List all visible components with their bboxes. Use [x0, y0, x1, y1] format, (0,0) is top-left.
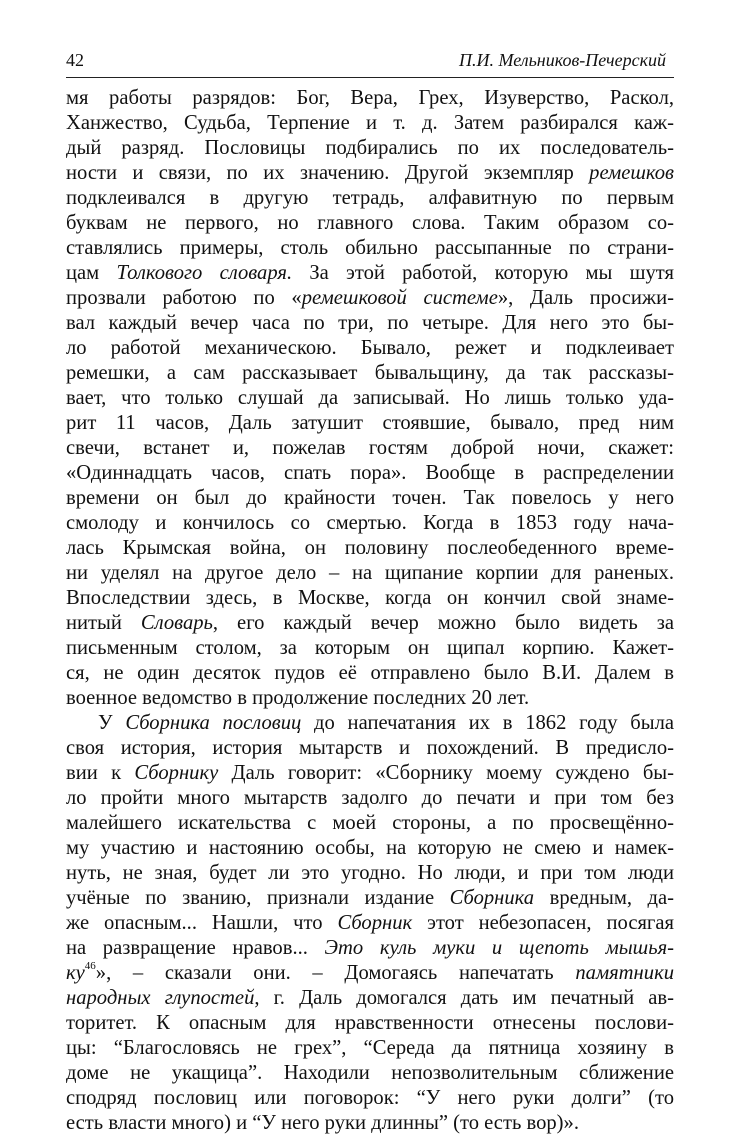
text-run: Даль говорит: «Сборнику моему суждено бы-: [218, 762, 674, 784]
body-text: [66, 86, 674, 1136]
text-run: свечи, встанет и, пожелав гостям доброй ночи, скажет:: [66, 437, 674, 459]
text-run: нитый: [66, 612, 141, 634]
text-line: [66, 711, 674, 736]
italic-run: ремешковой системе: [301, 287, 498, 309]
text-run: рит 11 часов, Даль затушит стоявшие, бывало, пред ним: [66, 412, 674, 434]
text-line: [66, 661, 674, 686]
text-run: , его каждый вечер можно было видеть за: [212, 612, 674, 634]
text-run: мя работы разрядов: Бог, Вера, Грех, Изуверство, Раскол,: [66, 87, 674, 109]
text-line: [66, 461, 674, 486]
text-run: дый разряд. Пословицы подбирались по их последователь-: [66, 137, 674, 159]
text-run: смолоду и кончилось со смертью. Когда в 1853 году нача-: [66, 512, 674, 534]
text-line: [66, 936, 674, 961]
text-run: ни уделял на другое дело – на щипание корпии для раненых.: [66, 562, 674, 584]
text-run: му участию и настоянию особы, на которую не смею и намек-: [66, 837, 674, 859]
text-run: малейшего искательства с моей стороны, а по просвещённо-: [66, 812, 674, 834]
text-line: [66, 836, 674, 861]
text-line: [66, 961, 674, 986]
text-run: ло работой механическою. Бывало, режет и подклеивает: [66, 337, 674, 359]
italic-run: Это куль муки и щепоть мышья-: [324, 937, 675, 959]
text-line: [66, 436, 674, 461]
text-line: [66, 636, 674, 661]
text-run: », – сказали они. – Домогаясь напечатать: [95, 962, 576, 984]
text-run: письменным столом, за которым он щипал корпию. Кажет-: [66, 637, 674, 659]
italic-run: Сборника: [449, 887, 535, 909]
text-run: учёные по званию, признали издание: [66, 887, 450, 909]
text-line: [66, 611, 674, 636]
text-run: цы: “Благословясь не грех”, “Середа да пятница хозяину в: [66, 1037, 674, 1059]
text-run: ставлялись примеры, столь обильно рассыпанные по страни-: [66, 237, 674, 259]
footnote-ref[interactable]: 46: [84, 960, 96, 972]
text-run: на развращение нравов...: [66, 937, 325, 959]
text-line: [66, 536, 674, 561]
italic-run: народных глупостей: [66, 987, 255, 1009]
italic-run: ремешков: [589, 162, 674, 184]
text-line: [66, 511, 674, 536]
text-line: [66, 1086, 674, 1111]
text-line: [66, 886, 674, 911]
italic-run: Толкового словаря.: [116, 262, 293, 284]
text-run: ся, не один десяток пудов её отправлено было В.И. Далем в: [66, 662, 674, 684]
text-run: есть власти много) и “У него руки длинны” (то есть вор)».: [66, 1112, 579, 1134]
text-line: [66, 1036, 674, 1061]
text-line: [66, 111, 674, 136]
text-run: , г. Даль домогался дать им печатный ав-: [254, 987, 674, 1009]
text-run: ремешки, а сам рассказывает бывальщину, да так рассказы-: [66, 362, 674, 384]
text-line: [66, 411, 674, 436]
text-run: сподряд пословиц или поговорок: “У него руки долги” (то: [66, 1087, 674, 1109]
text-line: [66, 761, 674, 786]
text-run: У: [98, 712, 126, 734]
text-run: буквам не первого, но главного слова. Таким образом со-: [66, 212, 674, 234]
text-run: своя история, история мытарств и похождений. В предисло-: [66, 737, 674, 759]
text-line: [66, 386, 674, 411]
text-line: [66, 311, 674, 336]
text-run: времени он был до крайности точен. Так повелось у него: [66, 487, 674, 509]
text-line: [66, 686, 674, 711]
text-line: [66, 286, 674, 311]
page-number: 42: [66, 50, 84, 70]
text-run: вает, что только слушай да записывай. Но лишь только уда-: [66, 387, 674, 409]
text-line: [66, 161, 674, 186]
italic-run: памятники: [575, 962, 674, 984]
running-title: П.И. Мельников-Печерский: [458, 50, 666, 70]
text-run: прозвали работою по «: [66, 287, 302, 309]
text-run: этот небезопасен, посягая: [412, 912, 674, 934]
text-line: [66, 736, 674, 761]
text-run: доме не укащица”. Находили непозволительным сближение: [66, 1062, 674, 1084]
text-run: ности и связи, по их значению. Другой экземпляр: [66, 162, 590, 184]
text-run: лась Крымская война, он половину послеобеденного време-: [66, 537, 674, 559]
text-line: [66, 136, 674, 161]
text-run: же опасным... Нашли, что: [66, 912, 338, 934]
text-run: Впоследствии здесь, в Москве, когда он кончил свой знаме-: [66, 587, 674, 609]
text-line: [66, 1111, 674, 1136]
text-run: За этой работой, которую мы шутя: [292, 262, 674, 284]
text-line: [66, 211, 674, 236]
text-line: [66, 336, 674, 361]
text-line: [66, 1011, 674, 1036]
text-run: цам: [66, 262, 117, 284]
text-line: [66, 911, 674, 936]
text-line: [66, 486, 674, 511]
text-line: [66, 986, 674, 1011]
text-run: вал каждый вечер часа по три, по четыре. Для него это бы-: [66, 312, 674, 334]
italic-run: Словарь: [140, 612, 213, 634]
text-run: Ханжество, Судьба, Терпение и т. д. Затем разбирался каж-: [66, 112, 674, 134]
text-run: «Одиннадцать часов, спать пора». Вообще в распределении: [66, 462, 674, 484]
text-line: [66, 786, 674, 811]
text-line: [66, 186, 674, 211]
italic-run: ку: [66, 962, 85, 984]
italic-run: Сборник: [337, 912, 413, 934]
text-run: военное ведомство в продолжение последних 20 лет.: [66, 687, 530, 709]
text-line: [66, 261, 674, 286]
text-run: до напечатания их в 1862 году была: [301, 712, 674, 734]
text-run: », Даль просижи-: [497, 287, 674, 309]
text-line: [66, 861, 674, 886]
text-run: нуть, не зная, будет ли это угодно. Но люди, и при том люди: [66, 862, 674, 884]
text-line: [66, 586, 674, 611]
text-line: [66, 236, 674, 261]
book-page: [66, 50, 674, 1136]
text-line: [66, 361, 674, 386]
text-line: [66, 811, 674, 836]
text-run: подклеивался в другую тетрадь, алфавитную по первым: [66, 187, 674, 209]
text-line: [66, 86, 674, 111]
running-header: [66, 50, 674, 78]
text-run: торитет. К опасным для нравственности отнесены послови-: [66, 1012, 674, 1034]
text-line: [66, 1061, 674, 1086]
italic-run: Сборника пословиц: [125, 712, 302, 734]
text-line: [66, 561, 674, 586]
text-run: ло пройти много мытарств задолго до печати и при том без: [66, 787, 674, 809]
text-run: вредным, да-: [534, 887, 674, 909]
text-run: вии к: [66, 762, 135, 784]
italic-run: Сборнику: [134, 762, 219, 784]
